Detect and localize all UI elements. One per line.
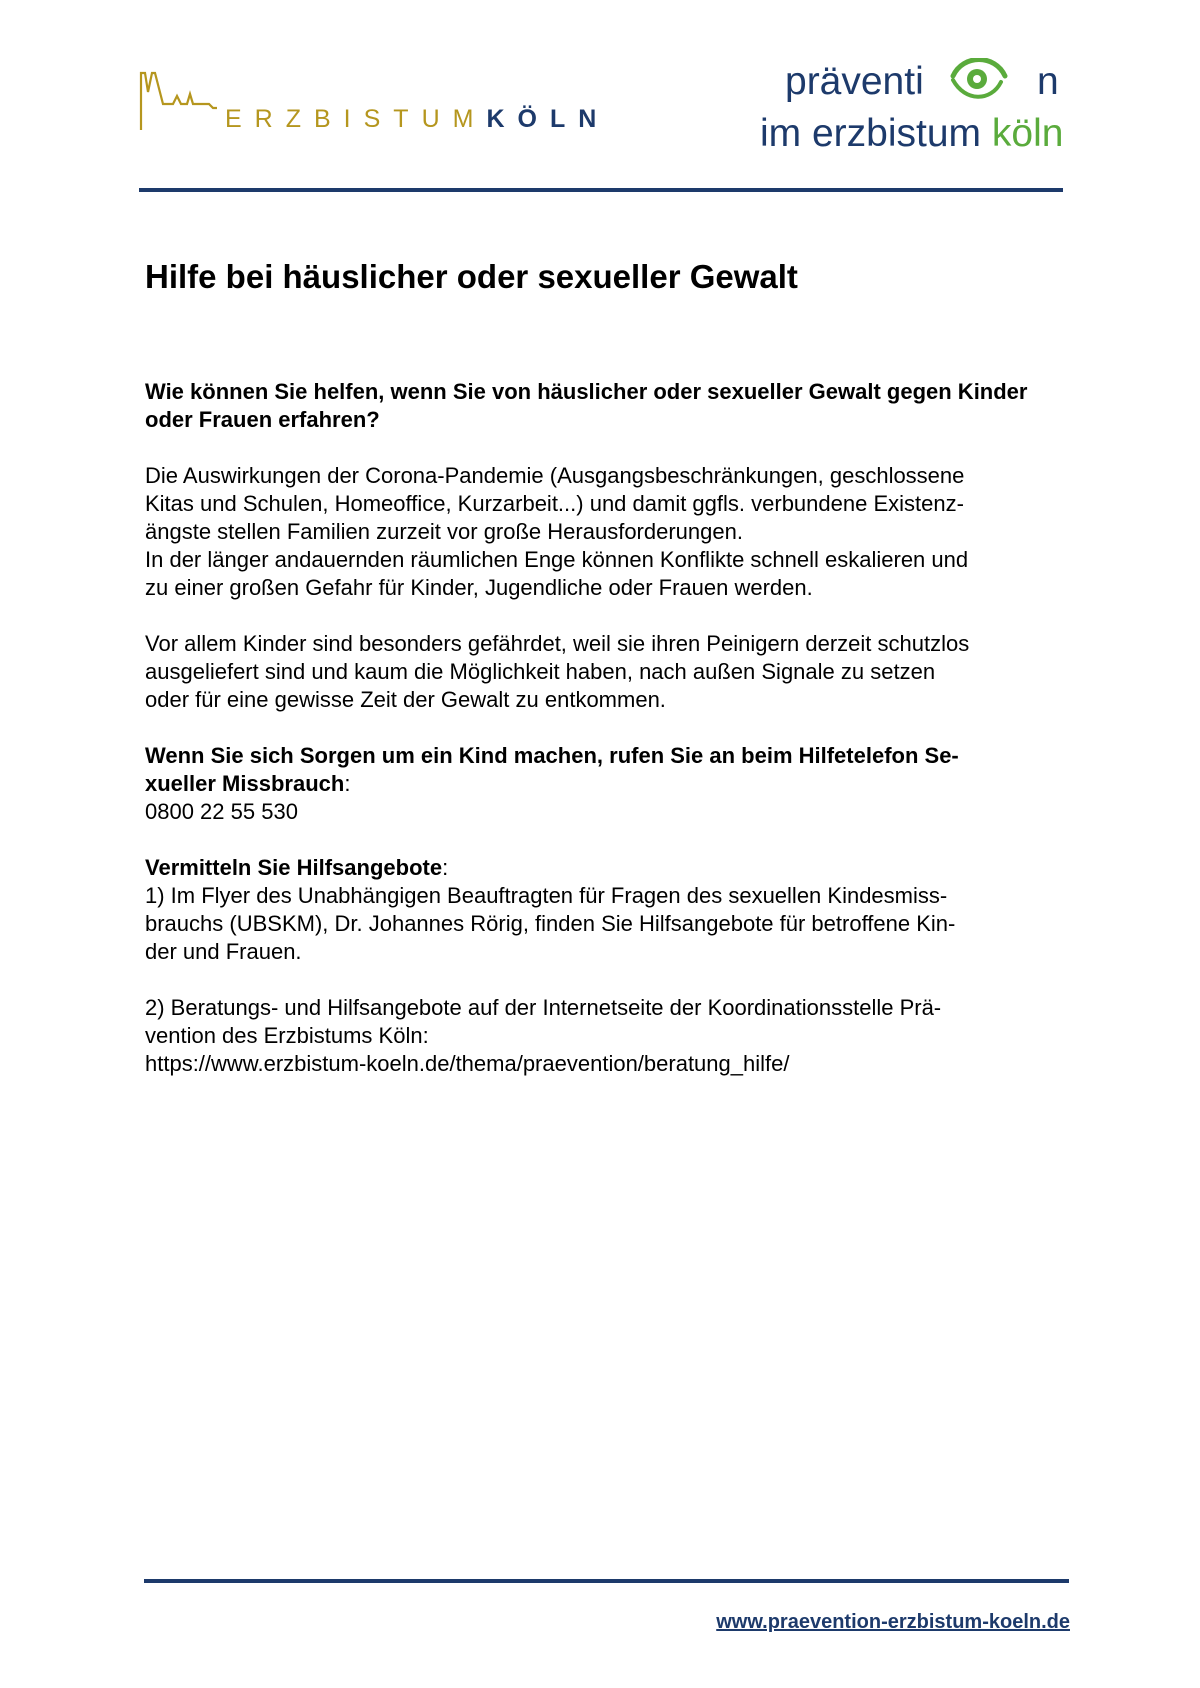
logo-text-erzbistum: ERZBISTUM	[225, 105, 487, 133]
text-line: Vor allem Kinder sind besonders gefährdet, weil sie ihren Peinigern derzeit schutzlos	[145, 631, 970, 656]
logo-text-im-erzbistum: im erzbistum	[760, 112, 992, 155]
logo-text-koeln-green: köln	[991, 112, 1064, 155]
offer-1-line: brauchs (UBSKM), Dr. Johannes Rörig, finden Sie Hilfsangebote für betroffene Kin-	[145, 911, 956, 936]
logo-text-praeventi: präventi	[785, 60, 924, 103]
text-line: ängste stellen Familien zurzeit vor große Herausforderungen.	[145, 519, 743, 544]
header-divider	[139, 188, 1063, 192]
offer-2-line: vention des Erzbistums Köln:	[145, 1023, 429, 1048]
text-line: oder für eine gewisse Zeit der Gewalt zu entkommen.	[145, 687, 666, 712]
praevention-logo	[760, 58, 1080, 158]
footer-divider	[144, 1579, 1069, 1583]
logo-text-n: n	[1037, 60, 1059, 103]
text-line: ausgeliefert sind und kaum die Möglichkeit haben, nach außen Signale zu setzen	[145, 659, 936, 684]
cathedral-skyline-icon	[139, 70, 219, 130]
document-body	[145, 256, 1065, 1078]
logo-line1	[785, 60, 1059, 104]
logo-text-koeln: KÖLN	[486, 105, 610, 133]
logo-line2	[760, 112, 1063, 156]
hotline-colon: :	[344, 771, 351, 796]
offer-1-line: 1) Im Flyer des Unabhängigen Beauftragten für Fragen des sexuellen Kindesmiss-	[145, 883, 948, 908]
offers-heading: Vermitteln Sie Hilfsangebote	[145, 855, 443, 880]
footer-website-link[interactable]: www.praevention-erzbistum-koeln.de	[716, 1611, 1070, 1633]
hotline-heading-cont	[145, 770, 1065, 798]
hotline-phone: 0800 22 55 530	[145, 799, 298, 824]
intro-question: Wie können Sie helfen, wenn Sie von häuslicher oder sexueller Gewalt gegen Kinder oder Frauen erfahren?	[145, 379, 1028, 432]
text-line: zu einer großen Gefahr für Kinder, Jugendliche oder Frauen werden.	[145, 575, 813, 600]
text-line: Die Auswirkungen der Corona-Pandemie (Ausgangsbeschränkungen, geschlossene	[145, 463, 965, 488]
erzbistum-koeln-logo	[139, 70, 639, 140]
hotline-heading: Wenn Sie sich Sorgen um ein Kind machen, rufen Sie an beim Hilfetelefon Se-	[145, 743, 959, 768]
eye-icon	[943, 58, 1009, 110]
paragraph-corona	[145, 462, 1065, 602]
offers-colon: :	[442, 855, 449, 880]
offer-1-line: der und Frauen.	[145, 939, 302, 964]
hotline-section	[145, 742, 1065, 826]
paragraph-children	[145, 630, 1065, 714]
offers-section	[145, 854, 1065, 1078]
logo-wordmark	[225, 104, 609, 134]
offers-heading-line	[145, 854, 1065, 882]
page-title: Hilfe bei häuslicher oder sexueller Gewalt	[145, 258, 798, 295]
text-line: In der länger andauernden räumlichen Enge können Konflikte schnell eskalieren und	[145, 547, 969, 572]
offer-2-line: 2) Beratungs- und Hilfsangebote auf der Internetseite der Koordinationsstelle Prä-	[145, 995, 942, 1020]
offer-2-url[interactable]: https://www.erzbistum-koeln.de/thema/praevention/beratung_hilfe/	[145, 1051, 790, 1076]
text-line: Kitas und Schulen, Homeoffice, Kurzarbeit...) und damit ggfls. verbundene Existenz-	[145, 491, 964, 516]
hotline-name: xueller Missbrauch	[145, 771, 345, 796]
